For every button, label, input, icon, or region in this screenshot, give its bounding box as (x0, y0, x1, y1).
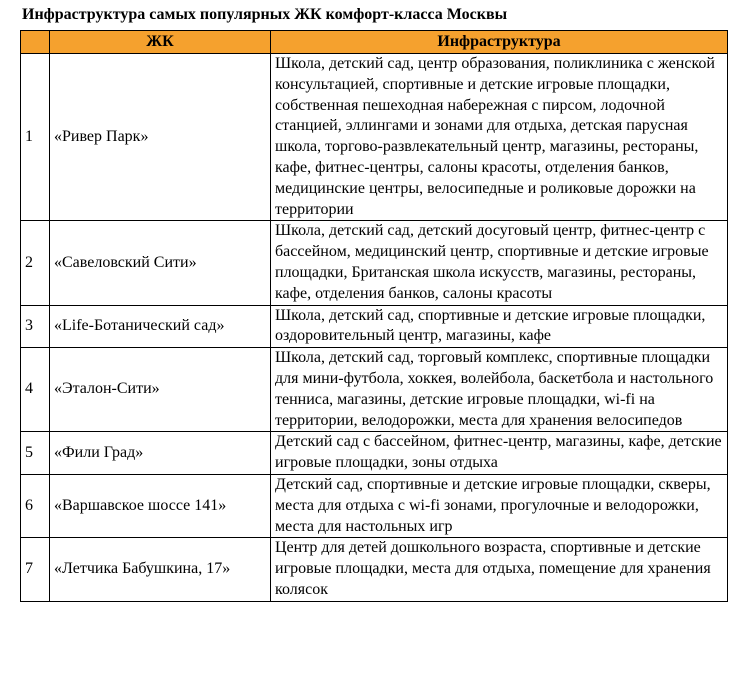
infrastructure-description: Школа, детский сад, спортивные и детские игровые площадки, оздоровительный центр, магазины, кафе (271, 305, 728, 348)
table-row (21, 305, 728, 348)
complex-name: «Life-Ботанический сад» (50, 305, 271, 348)
header-complex: ЖК (50, 31, 271, 54)
table-row (21, 54, 728, 221)
table-row (21, 348, 728, 432)
complex-name: «Эталон-Сити» (50, 348, 271, 432)
infrastructure-description: Школа, детский сад, торговый комплекс, спортивные площадки для мини-футбола, хоккея, волейбола, баскетбола и настольного тенниса, магазины, детские игровые площадки, wi-fi на территории, велодорожки, места для хранения велосипедов (271, 348, 728, 432)
complex-name: «Ривер Парк» (50, 54, 271, 221)
row-number: 4 (21, 348, 50, 432)
row-number: 7 (21, 538, 50, 601)
header-infrastructure: Инфраструктура (271, 31, 728, 54)
row-number: 6 (21, 474, 50, 537)
table-row (21, 221, 728, 305)
infrastructure-description: Детский сад, спортивные и детские игровые площадки, скверы, места для отдыха с wi-fi зонами, прогулочные и велодорожки, места для настольных игр (271, 474, 728, 537)
table-row (21, 474, 728, 537)
row-number: 5 (21, 432, 50, 475)
header-number (21, 31, 50, 54)
complex-name: «Фили Град» (50, 432, 271, 475)
complex-name: «Варшавское шоссе 141» (50, 474, 271, 537)
row-number: 1 (21, 54, 50, 221)
table-header-row (21, 31, 728, 54)
table-row (21, 538, 728, 601)
complex-name: «Савеловский Сити» (50, 221, 271, 305)
infrastructure-description: Детский сад с бассейном, фитнес-центр, магазины, кафе, детские игровые площадки, зоны отдыха (271, 432, 728, 475)
complex-name: «Летчика Бабушкина, 17» (50, 538, 271, 601)
document-title: Инфраструктура самых популярных ЖК комфорт-класса Москвы (22, 6, 508, 23)
infrastructure-description: Школа, детский сад, детский досуговый центр, фитнес-центр с бассейном, медицинский центр, спортивные и детские игровые площадки, Британская школа искусств, магазины, рестораны, кафе, отделения банков, салоны красоты (271, 221, 728, 305)
infrastructure-description: Школа, детский сад, центр образования, поликлиника с женской консультацией, спортивные и детские игровые площадки, собственная пешеходная набережная с пирсом, лодочной станцией, эллингами и зонами для отдыха, детская парусная школа, торгово-развлекательный центр, магазины, рестораны, кафе, фитнес-центры, салоны красоты, отделения банков, медицинские центры, велосипедные и роликовые дорожки на территории (271, 54, 728, 221)
row-number: 2 (21, 221, 50, 305)
infrastructure-table (20, 30, 728, 602)
infrastructure-description: Центр для детей дошкольного возраста, спортивные и детские игровые площадки, места для отдыха, помещение для хранения колясок (271, 538, 728, 601)
row-number: 3 (21, 305, 50, 348)
table-row (21, 432, 728, 475)
